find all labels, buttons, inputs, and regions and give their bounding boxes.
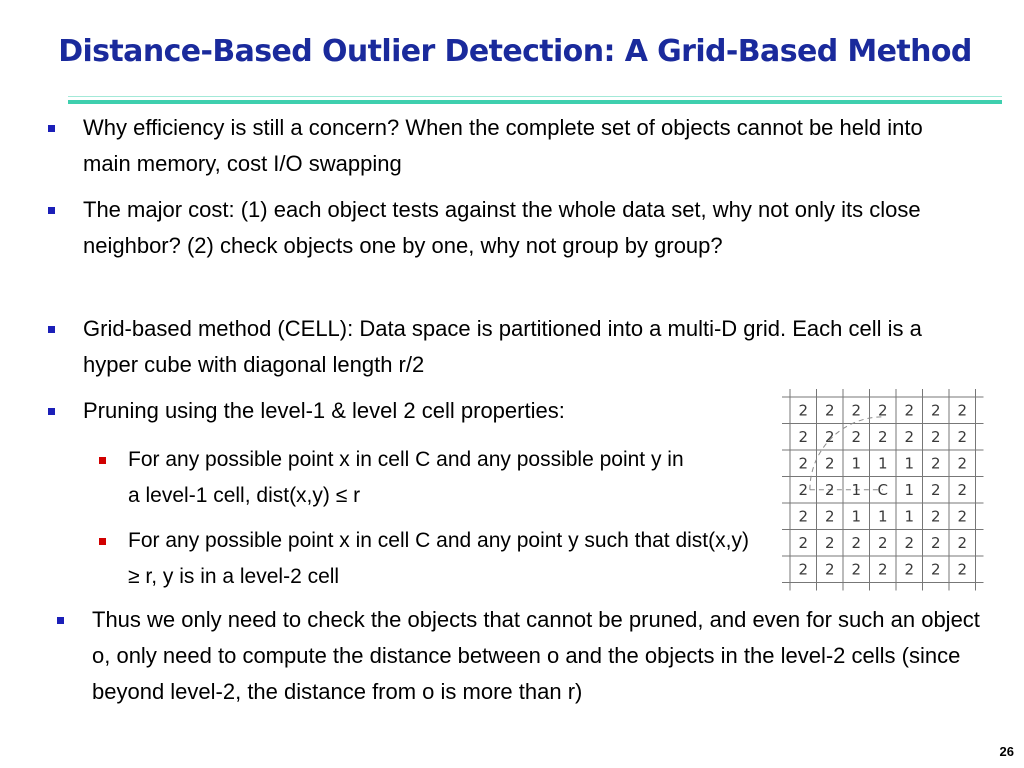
grid-cell-label: 2 — [904, 427, 915, 446]
sub-bullet-level2 — [128, 523, 760, 595]
grid-cell-label: 2 — [824, 560, 835, 579]
grid-cell-label: 2 — [824, 480, 835, 499]
slide-title: Distance-Based Outlier Detection: A Grid-Based Method — [58, 34, 972, 69]
grid-cell-label: 2 — [851, 560, 862, 579]
cell-grid-diagram — [780, 385, 1005, 600]
sub-bullet-text: For any possible point x in cell C and any point y such that dist(x,y) ≥ r, y is in a level-2 cell — [128, 529, 749, 588]
grid-cell-label: 2 — [930, 454, 941, 473]
grid-cell-label: 2 — [798, 454, 809, 473]
bullet-square-icon — [48, 207, 55, 214]
grid-cell-label: 2 — [877, 427, 888, 446]
bullet-text: The major cost: (1) each object tests against the whole data set, why not only its close neighbor? (2) check objects one by one, why not group by group? — [83, 197, 921, 258]
title-divider-thick — [68, 100, 1002, 104]
grid-cell-label: 2 — [930, 507, 941, 526]
grid-cell-label: 1 — [904, 507, 915, 526]
grid-cell-label: 2 — [957, 427, 968, 446]
grid-cell-label: 2 — [930, 480, 941, 499]
bullet-square-icon — [48, 326, 55, 333]
bullet-square-icon — [57, 617, 64, 624]
sub-bullet-text: For any possible point x in cell C and any possible point y in a level-1 cell, dist(x,y) ≤ r — [128, 448, 684, 507]
grid-cell-label: 2 — [930, 533, 941, 552]
grid-cell-label: 1 — [904, 480, 915, 499]
grid-cell-label: 2 — [798, 427, 809, 446]
bullet-pruning — [83, 393, 763, 429]
bullet-grid-method — [83, 311, 963, 383]
bullet-text: Grid-based method (CELL): Data space is partitioned into a multi-D grid. Each cell is a hyper cube with diagonal length r/2 — [83, 316, 922, 377]
grid-cell-label: 2 — [957, 533, 968, 552]
bullet-square-icon — [48, 125, 55, 132]
sub-bullet-square-icon — [99, 457, 106, 464]
bullet-text: Pruning using the level-1 & level 2 cell properties: — [83, 398, 565, 423]
grid-cell-label: 2 — [957, 560, 968, 579]
grid-cell-label: 2 — [824, 454, 835, 473]
grid-cell-label: 2 — [877, 533, 888, 552]
grid-cell-label: 2 — [930, 560, 941, 579]
grid-cell-label: 2 — [957, 401, 968, 420]
grid-cell-label: 2 — [957, 507, 968, 526]
grid-cell-label: C — [877, 480, 888, 499]
grid-cell-label: 2 — [798, 533, 809, 552]
grid-cell-label: 2 — [877, 560, 888, 579]
bullet-major-cost — [83, 192, 963, 264]
grid-cell-label: 1 — [904, 454, 915, 473]
grid-cell-label: 2 — [904, 560, 915, 579]
grid-cell-label: 2 — [798, 507, 809, 526]
grid-cell-label: 2 — [904, 401, 915, 420]
grid-cell-label: 2 — [824, 507, 835, 526]
bullet-text: Thus we only need to check the objects that cannot be pruned, and even for such an object o, only need to compute the distance between o and the objects in the level-2 cells (since beyond level-2, the distance from o is more than r) — [92, 607, 980, 704]
grid-cell-label: 1 — [877, 454, 888, 473]
sub-bullet-square-icon — [99, 538, 106, 545]
grid-cell-label: 2 — [957, 480, 968, 499]
grid-cell-label: 2 — [824, 427, 835, 446]
grid-cell-label: 2 — [824, 401, 835, 420]
grid-cell-label: 1 — [851, 454, 862, 473]
grid-cell-label: 2 — [957, 454, 968, 473]
sub-bullet-level1 — [128, 442, 693, 514]
grid-cell-label: 2 — [798, 560, 809, 579]
grid-cell-label: 2 — [930, 401, 941, 420]
radius-arc — [810, 417, 883, 490]
page-number: 26 — [999, 744, 1014, 759]
bullet-conclusion — [92, 602, 982, 710]
grid-cell-label: 2 — [851, 401, 862, 420]
grid-cell-label: 2 — [904, 533, 915, 552]
grid-cell-label: 1 — [851, 507, 862, 526]
title-divider-thin — [68, 96, 1002, 97]
bullet-efficiency — [83, 110, 963, 182]
grid-cell-label: 2 — [851, 427, 862, 446]
grid-cell-label: 1 — [877, 507, 888, 526]
grid-cell-label: 1 — [851, 480, 862, 499]
grid-cell-label: 2 — [798, 480, 809, 499]
bullet-text: Why efficiency is still a concern? When the complete set of objects cannot be held into main memory, cost I/O swapping — [83, 115, 923, 176]
grid-cell-label: 2 — [877, 401, 888, 420]
grid-cell-label: 2 — [798, 401, 809, 420]
bullet-square-icon — [48, 408, 55, 415]
grid-cell-label: 2 — [851, 533, 862, 552]
grid-cell-label: 2 — [824, 533, 835, 552]
grid-cell-label: 2 — [930, 427, 941, 446]
